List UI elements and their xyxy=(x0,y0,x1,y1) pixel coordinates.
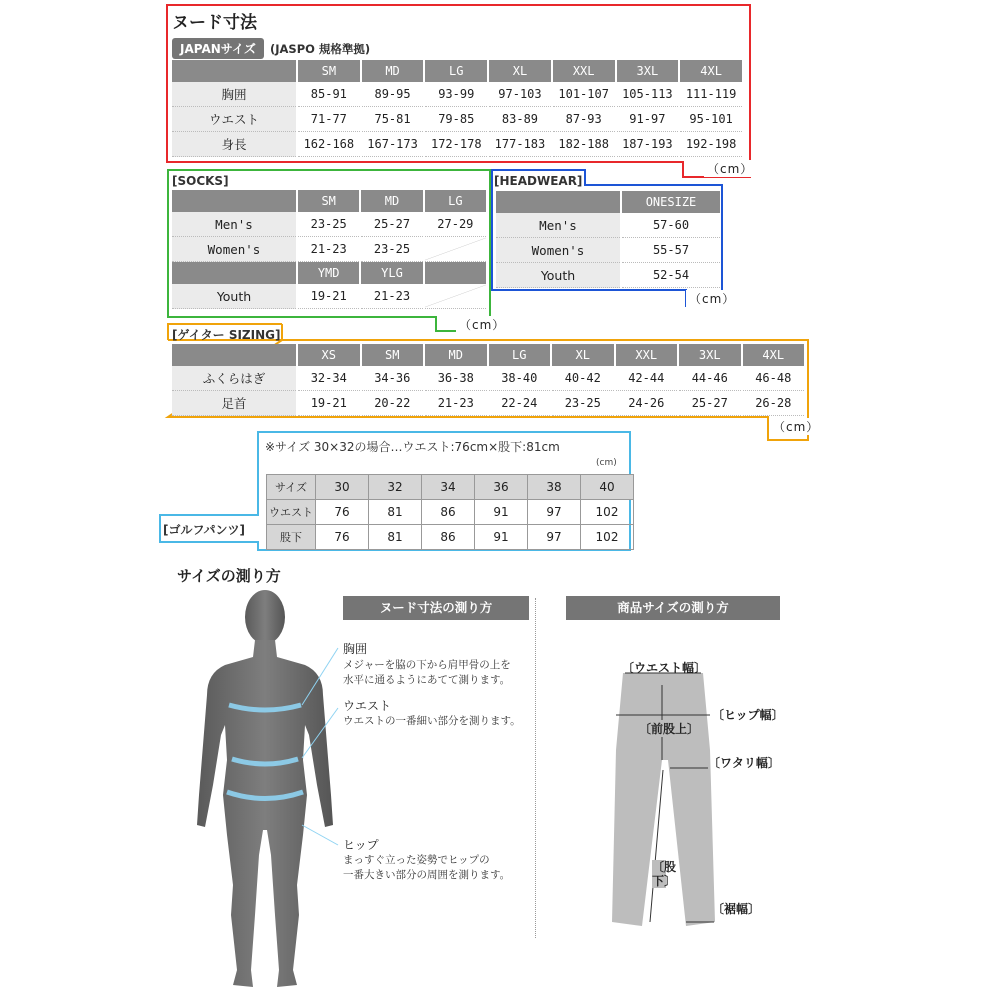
header-cell: MD xyxy=(425,344,487,366)
table-cell: 91-97 xyxy=(617,107,679,132)
header-cell: XXL xyxy=(616,344,678,366)
table-cell: 19-21 xyxy=(298,284,359,309)
table-row xyxy=(172,366,804,391)
header-cell: LG xyxy=(489,344,551,366)
header-cell: LG xyxy=(425,60,487,82)
table-cell: 36-38 xyxy=(425,366,487,391)
table-row xyxy=(172,391,804,416)
table-header-row xyxy=(172,190,486,212)
header-cell: XL xyxy=(489,60,551,82)
table-row xyxy=(172,237,486,262)
table-cell: 177-183 xyxy=(489,132,551,157)
header-cell: LG xyxy=(425,190,486,212)
row-label: Youth xyxy=(172,284,296,309)
row-label: 身長 xyxy=(172,132,296,157)
table-cell: 23-25 xyxy=(552,391,614,416)
table-cell: 167-173 xyxy=(362,132,424,157)
golf-unit: (cm) xyxy=(596,458,617,468)
header-cell: XXL xyxy=(553,60,615,82)
header-cell: 4XL xyxy=(680,60,742,82)
table-row xyxy=(267,475,634,500)
table-cell: 21-23 xyxy=(425,391,487,416)
nude-howto-header: ヌード寸法の測り方 xyxy=(343,596,529,620)
hip-desc-1: まっすぐ立った姿勢でヒップの xyxy=(343,854,490,866)
table-cell: 55-57 xyxy=(622,238,720,263)
row-label: ふくらはぎ xyxy=(172,366,296,391)
golf-title: [ゴルフパンツ] xyxy=(163,523,246,537)
nude-title: ヌード寸法 xyxy=(172,13,257,33)
table-cell: 97-103 xyxy=(489,82,551,107)
table-cell: 36 xyxy=(475,475,528,500)
table-cell: 75-81 xyxy=(362,107,424,132)
table-cell: 162-168 xyxy=(298,132,360,157)
golf-note: ※サイズ 30×32の場合…ウエスト:76cm×股下:81cm xyxy=(265,440,560,454)
chest-title: 胸囲 xyxy=(343,642,368,656)
table-row xyxy=(172,82,742,107)
table-cell: 85-91 xyxy=(298,82,360,107)
table-cell: 22-24 xyxy=(489,391,551,416)
table-row xyxy=(172,107,742,132)
header-cell: YMD xyxy=(298,262,359,284)
header-cell: MD xyxy=(362,60,424,82)
header-cell: SM xyxy=(298,190,359,212)
gaiter-unit: （cm） xyxy=(770,418,822,435)
item-howto-header: 商品サイズの測り方 xyxy=(566,596,780,620)
header-cell: SM xyxy=(362,344,424,366)
table-cell: 76 xyxy=(316,500,369,525)
row-label: Youth xyxy=(496,263,620,288)
row-label: Women's xyxy=(496,238,620,263)
pants-rise-label: 〔前股上〕 xyxy=(639,722,700,736)
table-header-row xyxy=(172,60,742,82)
table-row xyxy=(172,284,486,309)
header-cell: SM xyxy=(298,60,360,82)
table-cell: 97 xyxy=(528,500,581,525)
header-cell: MD xyxy=(361,190,422,212)
row-label: Men's xyxy=(172,212,296,237)
table-cell: 83-89 xyxy=(489,107,551,132)
table-cell: 44-46 xyxy=(679,366,741,391)
japan-size-badge: JAPANサイズ xyxy=(172,38,264,59)
table-cell: 25-27 xyxy=(361,212,422,237)
chest-desc-2: 水平に通るようにあてて測ります。 xyxy=(343,674,511,686)
header-cell: 4XL xyxy=(743,344,805,366)
headwear-size-table xyxy=(494,191,722,288)
table-cell: 86 xyxy=(422,500,475,525)
table-cell: 89-95 xyxy=(362,82,424,107)
table-cell: 46-48 xyxy=(743,366,805,391)
table-cell: 79-85 xyxy=(425,107,487,132)
hip-title: ヒップ xyxy=(343,838,379,852)
table-cell: 24-26 xyxy=(616,391,678,416)
table-cell: 26-28 xyxy=(743,391,805,416)
empty-cell xyxy=(425,284,486,309)
nude-unit: （cm） xyxy=(704,160,756,177)
table-row xyxy=(496,213,720,238)
waist-title: ウエスト xyxy=(343,699,392,713)
row-label: 胸囲 xyxy=(172,82,296,107)
table-cell: 172-178 xyxy=(425,132,487,157)
header-cell: YLG xyxy=(361,262,422,284)
table-cell: 38-40 xyxy=(489,366,551,391)
table-cell: 105-113 xyxy=(617,82,679,107)
table-cell: 86 xyxy=(422,525,475,550)
golf-pants-table xyxy=(266,474,634,550)
table-header-row xyxy=(496,191,720,213)
pants-diagram-icon xyxy=(600,660,730,940)
table-cell: 20-22 xyxy=(362,391,424,416)
row-label: ウエスト xyxy=(267,500,316,525)
table-cell: 81 xyxy=(369,500,422,525)
table-cell: 76 xyxy=(316,525,369,550)
table-cell: 102 xyxy=(581,500,634,525)
headwear-title: [HEADWEAR] xyxy=(494,174,583,188)
table-cell: 23-25 xyxy=(361,237,422,262)
table-row xyxy=(172,212,486,237)
socks-size-table xyxy=(170,190,488,309)
empty-cell xyxy=(425,237,486,262)
header-cell: 3XL xyxy=(617,60,679,82)
table-cell: 187-193 xyxy=(617,132,679,157)
header-cell: 3XL xyxy=(679,344,741,366)
waist-desc: ウエストの一番細い部分を測ります。 xyxy=(343,715,521,727)
table-row xyxy=(172,132,742,157)
table-row xyxy=(496,263,720,288)
row-label: Men's xyxy=(496,213,620,238)
table-row xyxy=(496,238,720,263)
row-label: Women's xyxy=(172,237,296,262)
table-cell: 81 xyxy=(369,525,422,550)
pants-waist-width-label: 〔ウエスト幅〕 xyxy=(622,661,707,675)
table-cell: 30 xyxy=(316,475,369,500)
table-cell: 42-44 xyxy=(616,366,678,391)
row-label: 股下 xyxy=(267,525,316,550)
table-cell: 27-29 xyxy=(425,212,486,237)
table-cell: 34 xyxy=(422,475,475,500)
row-label: ウエスト xyxy=(172,107,296,132)
table-cell: 57-60 xyxy=(622,213,720,238)
table-cell: 38 xyxy=(528,475,581,500)
headwear-unit: （cm） xyxy=(686,290,738,307)
jaspo-note: (JASPO 規格準拠) xyxy=(270,42,371,56)
nude-size-table xyxy=(170,60,744,157)
table-cell: 91 xyxy=(475,500,528,525)
gaiter-size-table xyxy=(170,344,806,416)
table-cell: 182-188 xyxy=(553,132,615,157)
table-cell: 93-99 xyxy=(425,82,487,107)
table-cell: 102 xyxy=(581,525,634,550)
hip-desc-2: 一番大きい部分の周囲を測ります。 xyxy=(343,869,511,881)
howto-title: サイズの測り方 xyxy=(177,567,281,585)
table-cell: 19-21 xyxy=(298,391,360,416)
table-cell: 34-36 xyxy=(362,366,424,391)
table-header-row xyxy=(172,344,804,366)
table-cell: 111-119 xyxy=(680,82,742,107)
table-cell: 40 xyxy=(581,475,634,500)
table-cell: 101-107 xyxy=(553,82,615,107)
divider xyxy=(535,598,536,938)
table-cell: 91 xyxy=(475,525,528,550)
gaiter-title: [ゲイター SIZING] xyxy=(172,328,281,342)
table-cell: 192-198 xyxy=(680,132,742,157)
table-header-row xyxy=(172,262,486,284)
table-cell: 95-101 xyxy=(680,107,742,132)
table-cell: 32 xyxy=(369,475,422,500)
table-cell: 25-27 xyxy=(679,391,741,416)
table-cell: 21-23 xyxy=(298,237,359,262)
table-cell: 97 xyxy=(528,525,581,550)
row-label: 足首 xyxy=(172,391,296,416)
table-cell: 23-25 xyxy=(298,212,359,237)
socks-unit: （cm） xyxy=(456,316,508,333)
table-row xyxy=(267,525,634,550)
pants-inseam-label: 〔股下〕 xyxy=(652,860,677,888)
table-row xyxy=(267,500,634,525)
socks-title: [SOCKS] xyxy=(172,174,229,188)
pants-hip-width-label: 〔ヒップ幅〕 xyxy=(712,708,784,722)
table-cell: 71-77 xyxy=(298,107,360,132)
chest-desc-1: メジャーを脇の下から肩甲骨の上を xyxy=(343,659,511,671)
table-cell: 21-23 xyxy=(361,284,422,309)
header-cell: XS xyxy=(298,344,360,366)
table-cell: 32-34 xyxy=(298,366,360,391)
table-cell: 87-93 xyxy=(553,107,615,132)
table-cell: 52-54 xyxy=(622,263,720,288)
row-label: サイズ xyxy=(267,475,316,500)
header-cell: ONESIZE xyxy=(622,191,720,213)
header-cell: XL xyxy=(552,344,614,366)
pants-thigh-label: 〔ワタリ幅〕 xyxy=(708,756,780,770)
pants-hem-label: 〔裾幅〕 xyxy=(712,902,761,916)
table-cell: 40-42 xyxy=(552,366,614,391)
